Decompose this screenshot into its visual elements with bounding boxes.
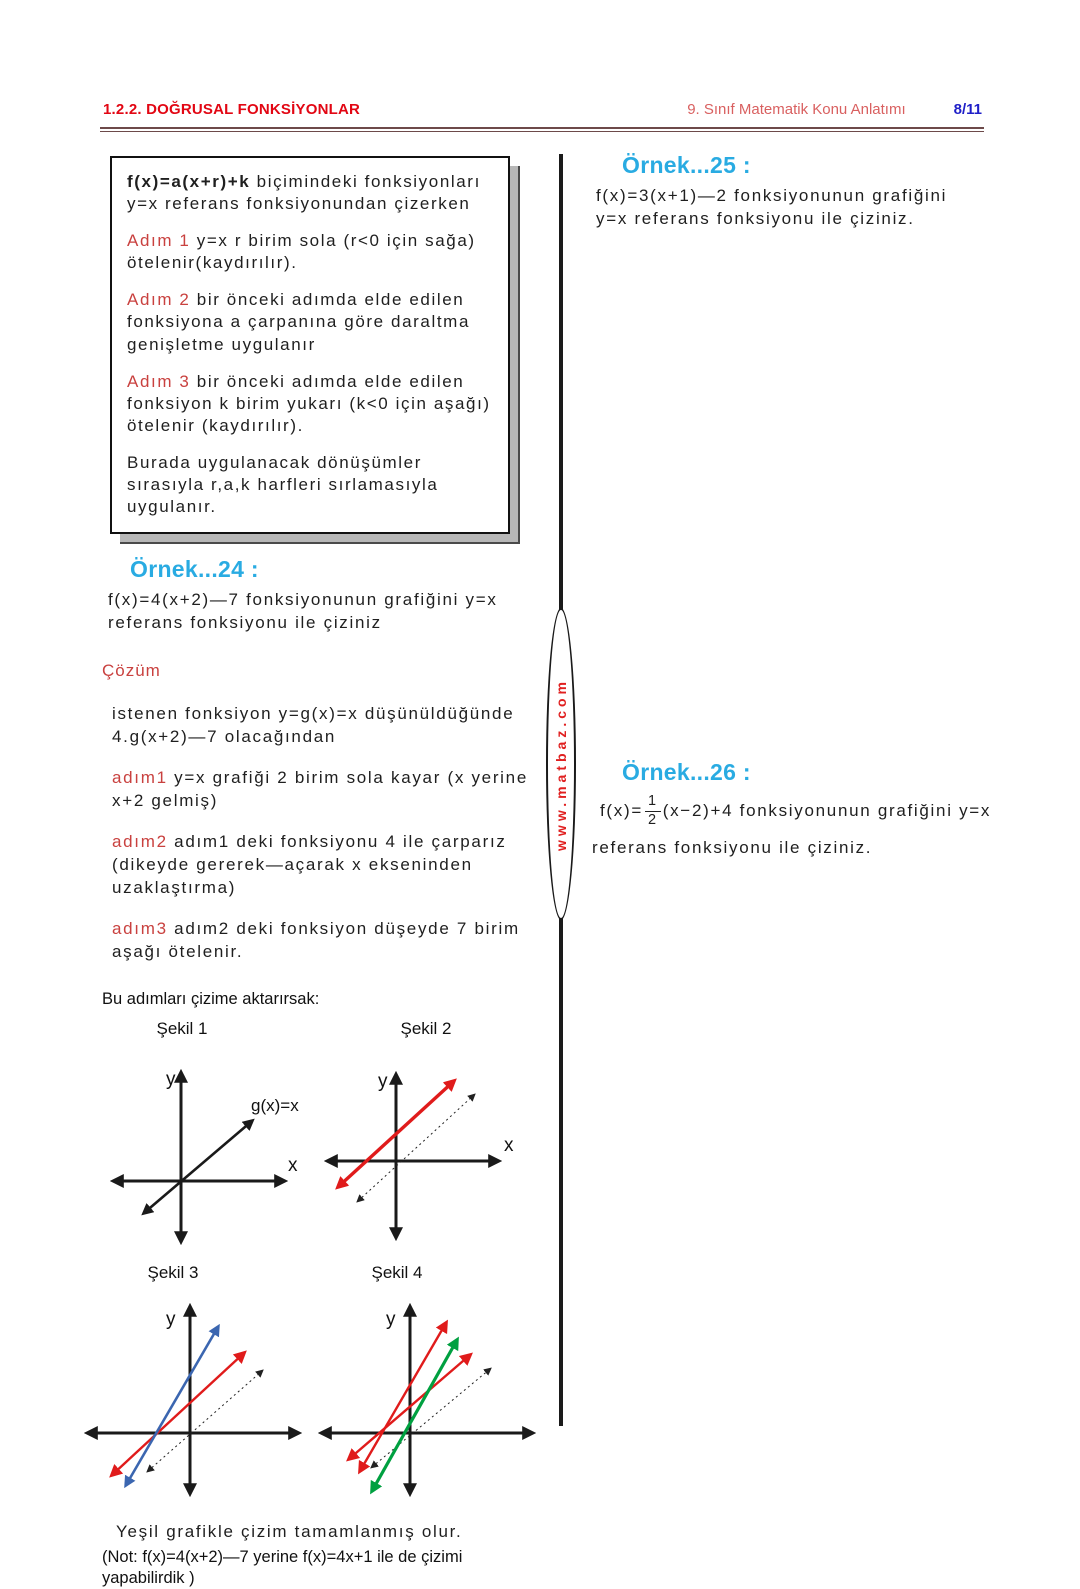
figure-sekil-4 [312, 1263, 542, 1503]
rule-step-2-text: bir önceki adımda elde edilen fonksiyona a çarpanına göre daraltma genişletme uygulanır [127, 290, 470, 354]
fraction [645, 794, 661, 829]
figure-1-y-label: y [166, 1068, 176, 1090]
fraction-numerator: 1 [645, 794, 661, 812]
figure-1-curve-label: g(x)=x [251, 1095, 299, 1115]
note-line-2: yapabilirdik ) [102, 1569, 195, 1588]
note-line-1: (Not: f(x)=4(x+2)—7 yerine f(x)=4x+1 ile de çizimi [102, 1548, 463, 1567]
figure-sekil-3 [78, 1263, 308, 1503]
fraction-denominator: 2 [647, 811, 658, 828]
rules-intro [127, 171, 496, 215]
column-divider [538, 150, 584, 1589]
example-26-problem-line2: referans fonksiyonu ile çiziniz. [592, 837, 873, 857]
page-content [100, 150, 992, 1589]
figure-sekil-2 [316, 1019, 528, 1249]
watermark-text: www.matbaz.com [553, 677, 569, 851]
left-column [100, 150, 538, 1589]
document-subtitle: 9. Sınıf Matematik Konu Anlatımı [687, 101, 906, 118]
rules-intro-text: biçimindeki fonksiyonları y=x referans fonksiyonundan çizerken [127, 172, 481, 214]
solution-step-1-text: y=x grafiği 2 birim sola kayar (x yerine x+2 gelmiş) [112, 767, 528, 810]
figures-row-1 [100, 1019, 538, 1249]
figure-1-x-label: x [288, 1154, 298, 1176]
solution-step-1 [112, 767, 538, 813]
solution-step-3-text: adım2 deki fonksiyon düşeyde 7 birim aşağı ötelenir. [112, 918, 520, 961]
figure-2-x-label: x [504, 1134, 514, 1156]
solution-intro: istenen fonksiyon y=g(x)=x düşünüldüğünde 4.g(x+2)—7 olacağından [112, 704, 515, 747]
figure-3-title: Şekil 3 [147, 1262, 199, 1282]
example-25-title: Örnek...25 : [622, 152, 751, 178]
rule-step-2 [127, 289, 496, 355]
rules-formula: f(x)=a(x+r)+k [127, 172, 251, 191]
figure-1-graph [100, 1041, 312, 1249]
rule-step-1-text: y=x r birim sola (r<0 için sağa) ötelenir(kaydırılır). [127, 231, 476, 273]
page-number: 8/11 [953, 101, 982, 118]
example-25-problem: f(x)=3(x+1)—2 fonksiyonunun grafiğini y=x referans fonksiyonu ile çiziniz. [596, 186, 948, 228]
formula-suffix: (x−2)+4 [662, 800, 734, 820]
figure-4-title: Şekil 4 [371, 1262, 423, 1282]
rule-step-2-label: Adım 2 [127, 290, 191, 310]
example-24-title: Örnek...24 : [130, 556, 259, 583]
example-26-title: Örnek...26 : [622, 758, 751, 785]
figure-3-graph [78, 1285, 308, 1503]
figure-2-y-label: y [378, 1070, 388, 1092]
right-column [584, 150, 992, 1589]
figure-2-title: Şekil 2 [400, 1018, 452, 1038]
figure-4-y-label: y [386, 1308, 396, 1330]
header-divider-rule [100, 127, 984, 132]
solution-step-2 [112, 831, 538, 900]
solution-step-3 [112, 918, 538, 964]
example-26-formula-line [600, 792, 992, 829]
transition-text: Bu adımları çizime aktarırsak: [102, 989, 320, 1008]
example-26 [584, 758, 992, 860]
section-title: 1.2.2. DOĞRUSAL FONKSİYONLAR [103, 101, 361, 118]
conclusion-text: Yeşil grafikle çizim tamamlanmış olur. [116, 1521, 463, 1541]
figure-1-title: Şekil 1 [156, 1018, 208, 1038]
rule-step-3-text: bir önceki adımda elde edilen fonksiyon k birim yukarı (k<0 için aşağı) ötelenir (kaydırılır). [127, 371, 491, 435]
example-25 [584, 152, 984, 231]
figure-4-graph [312, 1285, 542, 1503]
figure-3-y-label: y [166, 1308, 176, 1330]
solution-label: Çözüm [102, 661, 161, 681]
solution-step-2-text: adım1 deki fonksiyonu 4 ile çarparız (dikeyde gererek—açarak x ekseninden uzaklaştırma) [112, 831, 507, 897]
page-header [103, 101, 982, 118]
figures-row-2 [78, 1263, 538, 1503]
watermark-capsule [546, 608, 576, 920]
figure-sekil-1 [100, 1019, 314, 1249]
transform-rules-box [110, 156, 510, 534]
rule-step-1-label: Adım 1 [127, 231, 191, 251]
conclusion-note [102, 1547, 538, 1588]
solution-step-2-label: adım2 [112, 831, 168, 851]
example-26-problem-rest: fonksiyonunun grafiğini y=x [733, 800, 992, 820]
solution-step-1-label: adım1 [112, 767, 168, 787]
rule-step-3 [127, 371, 496, 437]
solution-step-3-label: adım3 [112, 918, 168, 938]
figure-2-graph [316, 1041, 522, 1249]
rules-footer: Burada uygulanacak dönüşümler sırasıyla r,a,k harfleri sırlamasıyla uygulanır. [127, 452, 439, 517]
rule-step-3-label: Adım 3 [127, 371, 191, 391]
rule-step-1 [127, 230, 496, 274]
formula-prefix: f(x)= [600, 800, 643, 820]
example-24-problem: f(x)=4(x+2)—7 fonksiyonunun grafiğini y=x referans fonksiyonu ile çiziniz [108, 590, 498, 633]
